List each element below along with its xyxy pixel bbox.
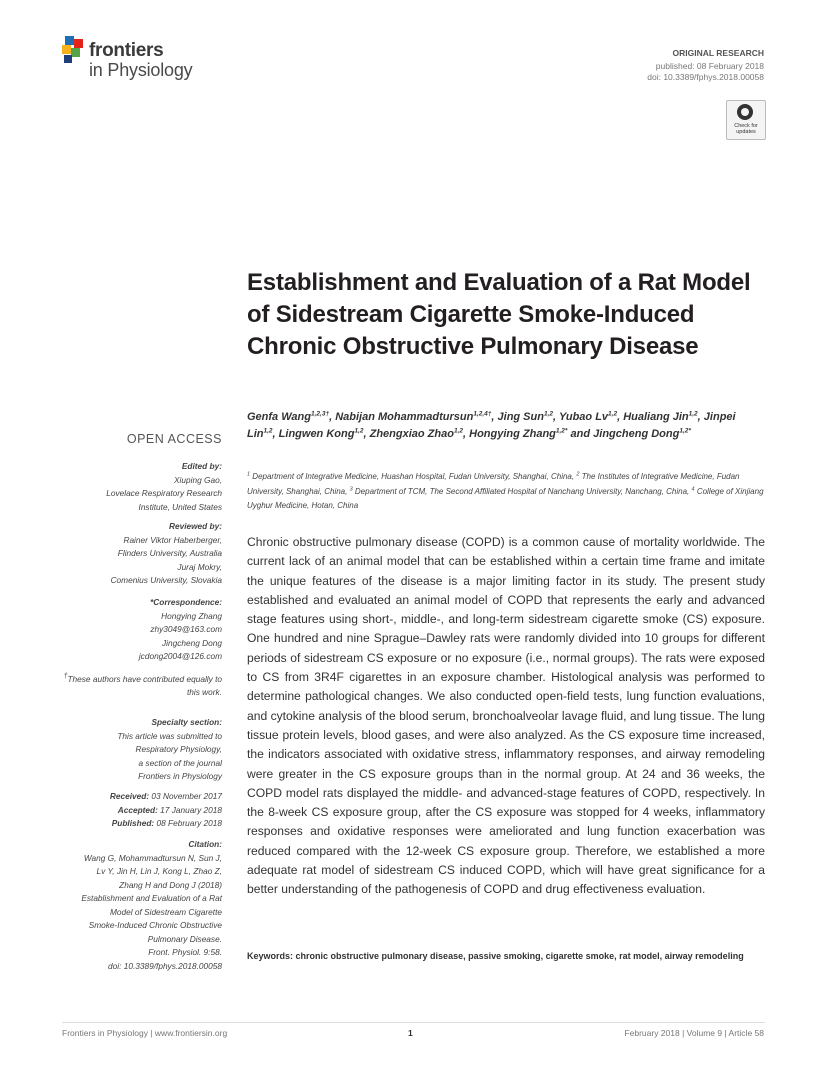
correspondence-name: Hongying Zhang <box>161 610 222 621</box>
specialty-line: Frontiers in Physiology <box>138 771 222 781</box>
specialty-line: a section of the journal <box>138 757 222 768</box>
check-updates-label: Check for updates <box>734 123 758 135</box>
equal-contribution-note <box>62 670 222 700</box>
correspondence-block <box>62 596 222 664</box>
author[interactable]: Yubao Lv <box>558 411 609 423</box>
affil-num: 3 <box>349 485 353 492</box>
edited-by-line: Lovelace Respiratory Research <box>106 488 222 498</box>
reviewed-by-heading: Reviewed by: <box>168 521 222 531</box>
author[interactable]: Nabijan Mohammadtursun <box>335 411 474 423</box>
author[interactable]: Jinpei Lin <box>247 411 736 440</box>
affil-text: Department of TCM, The Second Affiliated Hospital of Nanchang University, Nanchang, China, <box>354 486 690 496</box>
reviewer-line: Juraj Mokry, <box>177 561 222 572</box>
open-access-label: OPEN ACCESS <box>126 432 222 446</box>
correspondence-email-link[interactable]: zhy3049@163.com <box>150 624 222 634</box>
frontiers-logo-icon <box>62 36 86 66</box>
keywords <box>247 950 765 964</box>
citation-line: Zhang H and Dong J (2018) <box>119 879 222 890</box>
logo-word-journal: in Physiology <box>89 60 193 80</box>
citation-line: Smoke-Induced Chronic Obstructive <box>88 920 222 930</box>
author-affil: 1,2 <box>543 410 554 418</box>
author-affil: 1,2* <box>555 427 568 435</box>
authors-and: and <box>570 428 591 440</box>
edited-by-block <box>62 460 222 514</box>
reviewer-line: Flinders University, Australia <box>117 548 222 558</box>
edited-by-line: Institute, United States <box>138 501 222 512</box>
correspondence-email-link[interactable]: jcdong2004@126.com <box>138 651 222 661</box>
published-label: Published: <box>111 818 155 828</box>
footer-journal-link[interactable]: Frontiers in Physiology | www.frontiersin.org <box>62 1028 228 1038</box>
dates-block <box>62 790 222 831</box>
footer-divider <box>62 1022 765 1023</box>
edited-by-line: Xiuping Gao, <box>174 474 222 485</box>
citation-line: Wang G, Mohammadtursun N, Sun J, <box>83 852 222 863</box>
specialty-line: This article was submitted to <box>117 730 222 741</box>
citation-line: Lv Y, Jin H, Lin J, Kong L, Zhao Z, <box>96 866 222 876</box>
affil-num: 4 <box>691 485 695 492</box>
keywords-label: Keywords: <box>247 951 294 961</box>
article-title: Establishment and Evaluation of a Rat Model of Sidestream Cigarette Smoke-Induced Chronic Obstructive Pulmonary Disease <box>247 269 751 360</box>
author-affil: 1,2 <box>453 427 463 435</box>
equal-contribution-text: These authors have contributed equally to this work. <box>67 673 222 698</box>
affil-text: Department of Integrative Medicine, Huashan Hospital, Fudan University, Shanghai, China, <box>252 472 575 481</box>
author-list: Genfa Wang$^{1,2,3\dagger}$, Nabijan Mohammadtursun$^{1,2,4\dagger}$, Jing Sun$^{1,2}$, Yubao Lv$^{1,2}$, Hualiang Jin$^{1,2}$, Jinpei Lin$^{1,2}$, Lingwen Kong$^{1,2}$, Zhengxiao Zhao$^{1,2}$, Hongying Zhang$^{1,2*}$ and Jingcheng Dong$^{1,2*}$ <box>247 410 736 440</box>
edited-by-heading: Edited by: <box>181 461 222 471</box>
affil-text: College of Xinjiang Uyghur Medicine, Hotan, China <box>247 486 764 510</box>
author-affil: 1,2 <box>608 410 618 418</box>
published-date: published: 08 February 2018 <box>655 61 764 71</box>
citation-line: Front. Physiol. 9:58. <box>148 947 222 957</box>
page-number: 1 <box>408 1028 413 1038</box>
crossmark-icon <box>737 104 753 120</box>
article-type: ORIGINAL RESEARCH <box>672 48 764 58</box>
keywords-text: chronic obstructive pulmonary disease, passive smoking, cigarette smoke, rat model, airway remodeling <box>295 951 744 961</box>
specialty-heading: Specialty section: <box>151 717 222 727</box>
correspondence-name: Jingcheng Dong <box>162 637 222 648</box>
footer-volume-info: February 2018 | Volume 9 | Article 58 <box>624 1028 764 1038</box>
author-affil: 1,2,4† <box>473 410 492 418</box>
received-date: 03 November 2017 <box>151 791 222 801</box>
check-for-updates-button[interactable] <box>726 100 766 140</box>
author[interactable]: Jingcheng Dong <box>593 428 680 440</box>
accepted-label: Accepted: <box>117 804 158 815</box>
published-date-side: 08 February 2018 <box>156 818 222 828</box>
citation-line: Establishment and Evaluation of a Rat <box>81 893 222 903</box>
citation-block <box>62 838 222 973</box>
affil-text: The Institutes of Integrative Medicine, Fudan University, Shanghai, China, <box>247 472 740 496</box>
specialty-line: Respiratory Physiology, <box>135 744 222 754</box>
author-affil: 1,2,3† <box>310 410 330 418</box>
author[interactable]: Zhengxiao Zhao <box>369 428 454 440</box>
citation-line: Model of Sidestream Cigarette <box>109 906 222 917</box>
author-affil: 1,2 <box>688 410 698 418</box>
journal-logo[interactable] <box>62 36 222 86</box>
reviewer-line: Rainer Viktor Haberberger, <box>123 534 222 545</box>
author-affil: 1,2 <box>263 427 273 435</box>
affil-num: 2 <box>576 471 580 478</box>
doi-link[interactable]: doi: 10.3389/fphys.2018.00058 <box>647 72 764 82</box>
affiliations <box>247 470 765 514</box>
author[interactable]: Lingwen Kong <box>278 428 355 440</box>
dagger-symbol: † <box>63 673 68 680</box>
author-affil: 1,2* <box>679 427 691 435</box>
author[interactable]: Jing Sun <box>497 411 544 423</box>
author[interactable]: Genfa Wang <box>247 411 311 423</box>
reviewed-by-block <box>62 520 222 588</box>
author[interactable]: Hualiang Jin <box>623 411 689 423</box>
received-label: Received: <box>109 791 150 801</box>
abstract: Chronic obstructive pulmonary disease (COPD) is a common cause of mortality worldwide. The current lack of an animal model that can be established within a certain time frame and imitate the unique features of the disease is a major limiting factor in its study. The present study established and evaluated an animal model of COPD that represents the early and advanced stage features using short-, middle-, and long-term sidestream cigarette smoke (CS) exposure. One hundred and nine Sprague–Dawley rats were randomly divided into 10 groups for different periods of sidestream CS exposure or no exposure (i.e., normal groups). The rats were exposed to CS from 3R4F cigarettes in an exposure chamber. Histological analysis was performed to determine pathological changes. We also conducted open-field tests, lung function evaluations, and cytokine analysis of the blood serum, bronchoalveolar lavage fluid, and lung tissue. The lung tissue protein levels, blood gases, and were also analyzed. As the CS exposure time increased, the indicators associated with oxidative stress, inflammatory responses, and airway remodeling were greater in the CS exposure groups than in the normal group. At 24 and 36 weeks, the COPD model rats displayed the middle- and advanced-stage features of COPD, respectively. In the 8-week CS exposure group, after the CS exposure was stopped for 4 weeks, inflammatory responses and oxidative responses were ameliorated and lung function exacerbation was reduced compared with the 12-week CS exposure group. Therefore, we established a more adequate rat model of sidestream CS induced COPD, which will have great significance for a better understanding of the pathogenesis of COPD and drug effectiveness evaluation. <box>247 535 765 897</box>
reviewer-line: Comenius University, Slovakia <box>110 575 222 585</box>
correspondence-heading: *Correspondence: <box>150 597 222 607</box>
accepted-date: 17 January 2018 <box>160 804 222 815</box>
affil-num: 1 <box>247 471 251 478</box>
citation-doi-link[interactable]: doi: 10.3389/fphys.2018.00058 <box>108 960 222 971</box>
citation-heading: Citation: <box>188 839 222 849</box>
citation-line: Pulmonary Disease. <box>147 933 222 944</box>
specialty-section-block <box>62 716 222 784</box>
author-affil: 1,2 <box>354 427 364 435</box>
logo-word-frontiers: frontiers <box>89 40 164 61</box>
author[interactable]: Hongying Zhang <box>469 428 556 440</box>
